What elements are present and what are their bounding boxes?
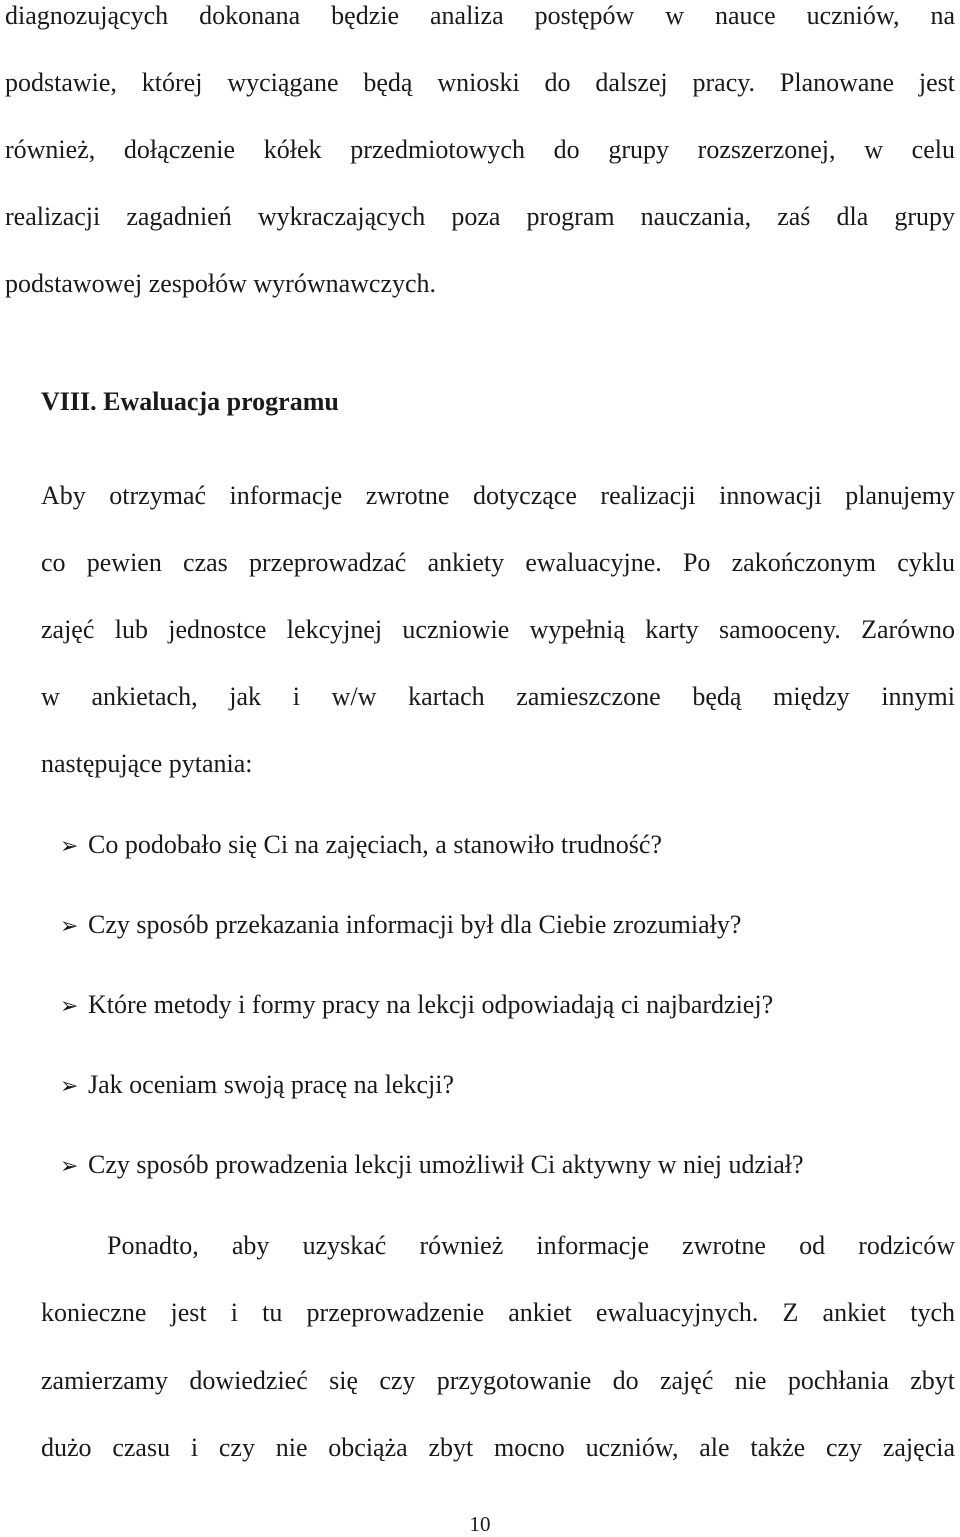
intro-line-4: w ankietach, jak i w/w kartach zamieszczone będą między innymi xyxy=(41,682,955,711)
continuation-line-3: również, dołączenie kółek przedmiotowych do grupy rozszerzonej, w celu xyxy=(5,135,955,164)
question-item-4 xyxy=(60,1069,454,1103)
intro-line-5: następujące pytania: xyxy=(41,749,253,778)
intro-line-3: zajęć lub jednostce lekcyjnej uczniowie wypełnią karty samooceny. Zarówno xyxy=(41,615,955,644)
closing-line-3: zamierzamy dowiedzieć się czy przygotowanie do zajęć nie pochłania zbyt xyxy=(41,1366,955,1395)
question-item-5 xyxy=(60,1149,804,1183)
arrow-bullet-icon: ➢ xyxy=(60,994,79,1019)
question-text: Co podobało się Ci na zajęciach, a stanowiło trudność? xyxy=(88,830,663,859)
continuation-line-1: diagnozujących dokonana będzie analiza postępów w nauce uczniów, na xyxy=(5,1,955,30)
closing-line-4: dużo czasu i czy nie obciąża zbyt mocno uczniów, ale także czy zajęcia xyxy=(41,1433,955,1462)
question-text: Czy sposób przekazania informacji był dla Ciebie zrozumiały? xyxy=(88,910,742,939)
section-heading: VIII. Ewaluacja programu xyxy=(41,387,339,416)
arrow-bullet-icon: ➢ xyxy=(60,914,79,939)
question-item-2 xyxy=(60,909,741,943)
continuation-line-5: podstawowej zespołów wyrównawczych. xyxy=(5,269,437,298)
question-text: Które metody i formy pracy na lekcji odpowiadają ci najbardziej? xyxy=(88,990,774,1019)
intro-line-1: Aby otrzymać informacje zwrotne dotyczące realizacji innowacji planujemy xyxy=(41,481,955,510)
intro-line-2: co pewien czas przeprowadzać ankiety ewaluacyjne. Po zakończonym cyklu xyxy=(41,548,955,577)
question-item-3 xyxy=(60,989,773,1023)
question-text: Czy sposób prowadzenia lekcji umożliwił Ci aktywny w niej udział? xyxy=(88,1150,804,1179)
closing-line-1: Ponadto, aby uzyskać również informacje zwrotne od rodziców xyxy=(107,1231,955,1260)
page-number: 10 xyxy=(469,1512,491,1536)
continuation-line-2: podstawie, której wyciągane będą wnioski do dalszej pracy. Planowane jest xyxy=(5,68,955,97)
arrow-bullet-icon: ➢ xyxy=(60,1074,79,1099)
arrow-bullet-icon: ➢ xyxy=(60,1154,79,1179)
continuation-line-4: realizacji zagadnień wykraczających poza program nauczania, zaś dla grupy xyxy=(5,202,955,231)
question-text: Jak oceniam swoją pracę na lekcji? xyxy=(88,1070,454,1099)
arrow-bullet-icon: ➢ xyxy=(60,834,79,859)
closing-line-2: konieczne jest i tu przeprowadzenie ankiet ewaluacyjnych. Z ankiet tych xyxy=(41,1298,955,1327)
question-item-1 xyxy=(60,829,662,863)
